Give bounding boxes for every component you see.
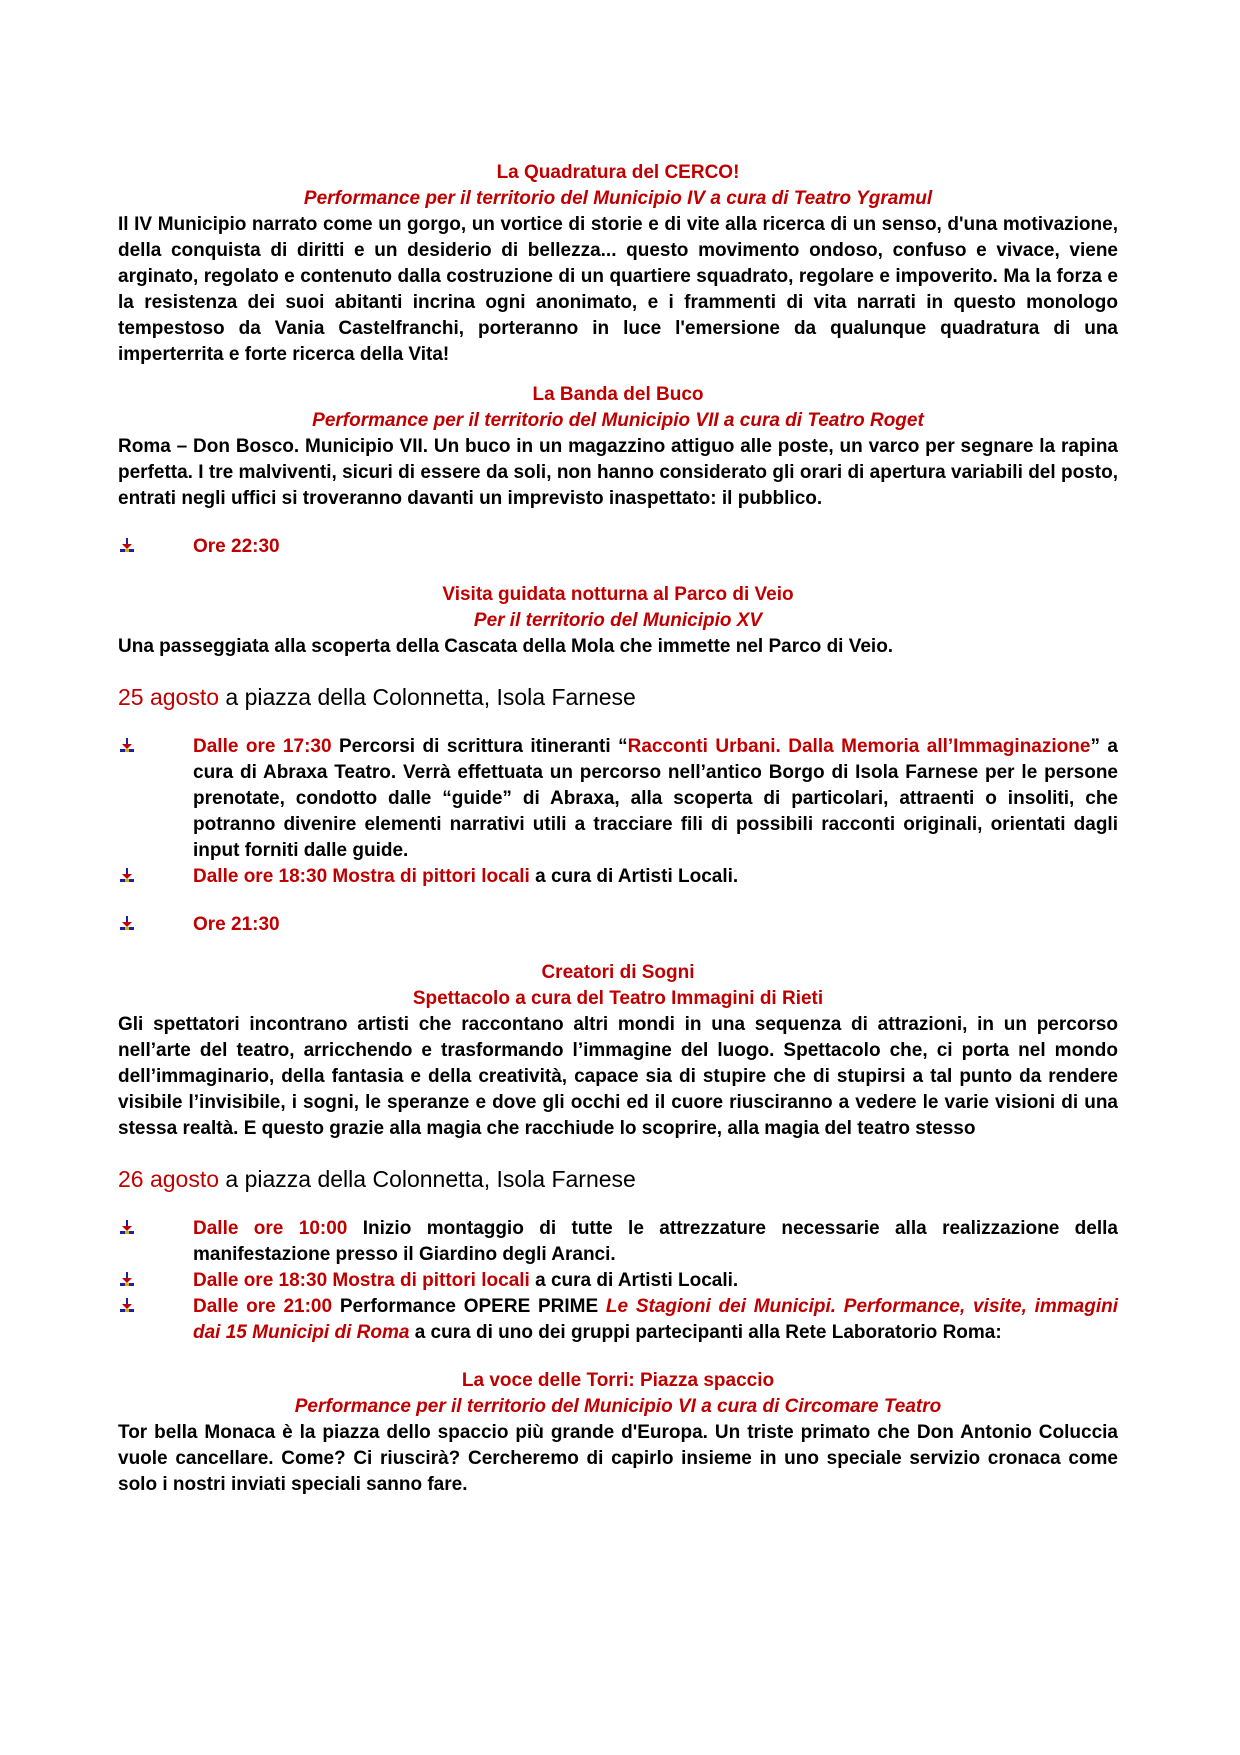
section-title: Creatori di Sogni [541,962,695,983]
item-text: Percorsi di scrittura itineranti “ [331,736,628,757]
list-item [118,1294,1118,1346]
arrow-down-bullet-icon [120,538,134,552]
time-label: Ore 21:30 [193,914,280,935]
section-body: Tor bella Monaca è la piazza dello spaccio più grande d'Europa. Un triste primato che Don Antonio Coluccia vuole cancellare. Come? Ci riuscirà? Cercheremo di capirlo insieme in uno speciale servizio cronaca come solo i nostri inviati speciali sanno fare. [118,1422,1118,1495]
list-item [118,734,1118,864]
section-title: Visita guidata notturna al Parco di Veio [442,584,794,605]
list-item [118,1268,1118,1294]
item-highlight: Dalle ore 18:30 Mostra di pittori locali [193,1270,530,1291]
item-text: Inizio montaggio di tutte le attrezzature necessarie alla realizzazione della manifestazione presso il Giardino degli Aranci. [193,1218,1118,1265]
section-body: Il IV Municipio narrato come un gorgo, un vortice di storie e di vite alla ricerca di un senso, d'una motivazione, della conquista di diritti e un desiderio di bellezza... questo movimento ondoso, confuso e vivace, viene arginato, regolato e contenuto dalla costruzione di un quartiere squadrato, regolare e impoverito. Ma la forza e la resistenza dei suoi abitanti incrina ogni anonimato, e i frammenti di vita narrati in questo monologo tempestoso da Vania Castelfranchi, porteranno in luce l'emersione da qualunque quadratura di una imperterrita e forte ricerca della Vita! [118,214,1118,365]
day-place: a piazza della Colonnetta, Isola Farnese [219,1166,636,1192]
item-text: Performance OPERE PRIME [332,1296,606,1317]
item-text: a cura di Artisti Locali. [529,866,739,887]
section-title: La Quadratura del CERCO! [496,162,740,183]
section-subtitle: Performance per il territorio del Municipio IV a cura di Teatro Ygramul [303,188,933,209]
arrow-down-bullet-icon [120,916,134,930]
day26-program-list [118,1216,1118,1346]
item-text: a cura di uno dei gruppi partecipanti alla Rete Laboratorio Roma: [409,1322,1002,1343]
day-heading [118,682,1118,712]
item-text: a cura di Artisti Locali. [529,1270,739,1291]
arrow-down-bullet-icon [120,1298,134,1312]
section-subtitle: Performance per il territorio del Municipio VII a cura di Teatro Roget [312,410,924,431]
day-date: 25 agosto [118,684,220,710]
document-content [118,160,1118,1498]
section-subtitle: Spettacolo a cura del Teatro Immagini di Rieti [412,988,824,1009]
item-highlight: Le Stagioni dei Municipi. Performance, visite, immagini dai 15 Municipi di Roma [193,1296,1119,1343]
section-body: Una passeggiata alla scoperta della Cascata della Mola che immette nel Parco di Veio. [118,636,894,657]
day25-program-list [118,734,1118,890]
arrow-down-bullet-icon [120,738,134,752]
time-label: Ore 22:30 [193,536,280,557]
arrow-down-bullet-icon [120,868,134,882]
item-time: Dalle ore 21:00 [193,1296,333,1317]
item-text: ” a cura di Abraxa Teatro. Verrà effettuata un percorso nell’antico Borgo di Isola Farnese per le persone prenotate, condotto dalle “guide” di Abraxa, alla scoperta di particolari, attraenti o insoliti, che potranno divenire elementi narrativi utili a tracciare fili di possibili racconti originali, orientati dagli input forniti dalle guide. [193,736,1118,861]
day-date: 26 agosto [118,1166,220,1192]
section-subtitle: Performance per il territorio del Municipio VI a cura di Circomare Teatro [294,1396,942,1417]
item-time: Dalle ore 17:30 [193,736,332,757]
list-item [118,864,1118,890]
day-heading [118,1164,1118,1194]
list-item [118,1216,1118,1268]
arrow-down-bullet-icon [120,1220,134,1234]
arrow-down-bullet-icon [120,1272,134,1286]
section-title: La Banda del Buco [532,384,704,405]
section-body: Gli spettatori incontrano artisti che raccontano altri mondi in una sequenza di attrazioni, in un percorso nell’arte del teatro, arricchendo e trasformando l’immagine del luogo. Spettacolo che, ci porta nel mondo dell’immaginario, della fantasia e della creatività, capace sia di stupire che di stupirsi a tal punto da rendere visibile l’invisibile, i sogni, le speranze e dove gli occhi ed il cuore riusciranno a vedere le varie visioni di una stessa realtà. E questo grazie alla magia che racchiude lo scoprire, alla magia del teatro stesso [118,1014,1118,1139]
item-time: Dalle ore 10:00 [193,1218,348,1239]
item-highlight: Racconti Urbani. Dalla Memoria all’Immaginazione [627,736,1091,757]
day-place: a piazza della Colonnetta, Isola Farnese [219,684,636,710]
section-subtitle: Per il territorio del Municipio XV [473,610,763,631]
section-title: La voce delle Torri: Piazza spaccio [461,1370,775,1391]
section-body: Roma – Don Bosco. Municipio VII. Un buco in un magazzino attiguo alle poste, un varco per segnare la rapina perfetta. I tre malviventi, sicuri di essere da soli, non hanno considerato gli orari di apertura variabili del posto, entrati negli uffici si troveranno davanti un imprevisto inaspettato: il pubblico. [118,436,1118,509]
time-bullet [118,534,1118,560]
time-bullet [118,912,1118,938]
item-highlight: Dalle ore 18:30 Mostra di pittori locali [193,866,530,887]
